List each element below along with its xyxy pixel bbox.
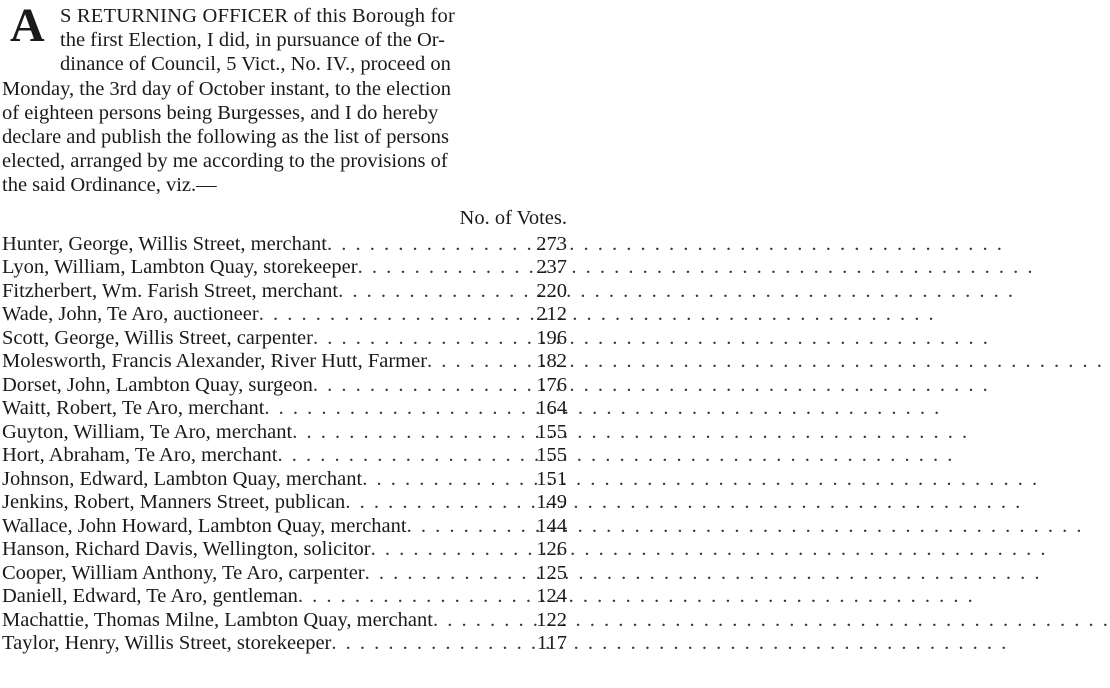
candidate-entry: Jenkins, Robert, Manners Street, publican xyxy=(2,491,346,514)
list-item xyxy=(2,397,569,421)
dot-leader xyxy=(327,233,523,257)
candidate-entry: Johnson, Edward, Lambton Quay, merchant xyxy=(2,467,363,490)
vote-count: 155 xyxy=(536,420,567,443)
dot-leader xyxy=(365,562,523,586)
candidate-entry: Molesworth, Francis Alexander, River Hutt, Farmer xyxy=(2,350,428,373)
candidate-entry: Waitt, Robert, Te Aro, merchant xyxy=(2,397,265,420)
list-item xyxy=(2,350,569,374)
vote-count: 182 xyxy=(536,350,567,373)
candidate-entry: Hanson, Richard Davis, Wellington, solicitor xyxy=(2,538,371,561)
dot-leader xyxy=(345,491,523,515)
vote-count: 155 xyxy=(536,444,567,467)
candidate-entry: Fitzherbert, Wm. Farish Street, merchant xyxy=(2,279,339,302)
vote-count: 237 xyxy=(536,256,567,279)
dot-leader xyxy=(433,609,523,633)
list-item xyxy=(2,256,569,280)
candidate-entry: Dorset, John, Lambton Quay, surgeon xyxy=(2,373,313,396)
vote-count: 125 xyxy=(536,561,567,584)
candidate-entry: Lyon, William, Lambton Quay, storekeeper xyxy=(2,256,358,279)
votes-column-header: No. of Votes. xyxy=(459,206,567,229)
dot-leader xyxy=(338,280,523,304)
vote-count: 273 xyxy=(536,232,567,255)
dot-leader xyxy=(313,374,523,398)
notice-line-8: the said Ordinance, viz.— xyxy=(2,174,217,197)
candidate-entry: Taylor, Henry, Willis Street, storekeeper xyxy=(2,632,332,655)
dot-leader xyxy=(277,444,523,468)
candidate-entry: Hunter, George, Willis Street, merchant xyxy=(2,232,327,255)
dot-leader xyxy=(371,538,523,562)
list-item xyxy=(2,609,569,633)
vote-count: 117 xyxy=(537,632,567,655)
dot-leader xyxy=(259,303,523,327)
candidate-entry: Wallace, John Howard, Lambton Quay, merchant xyxy=(2,514,407,537)
candidate-entry: Hort, Abraham, Te Aro, merchant xyxy=(2,444,278,467)
candidate-entry: Wade, John, Te Aro, auctioneer xyxy=(2,303,259,326)
list-item xyxy=(2,374,569,398)
notice-line-6: declare and publish the following as the list of persons xyxy=(2,126,449,149)
vote-count: 164 xyxy=(536,397,567,420)
dot-leader xyxy=(331,632,523,656)
list-item xyxy=(2,303,569,327)
list-item xyxy=(2,632,569,656)
notice-line-2: the first Election, I did, in pursuance of the Or- xyxy=(60,29,445,52)
dot-leader xyxy=(313,327,523,351)
vote-count: 220 xyxy=(536,279,567,302)
vote-count: 212 xyxy=(536,303,567,326)
list-item xyxy=(2,562,569,586)
drop-cap-letter: A xyxy=(10,0,45,52)
list-item xyxy=(2,585,569,609)
list-item xyxy=(2,444,569,468)
dot-leader xyxy=(264,397,523,421)
notice-line-5: of eighteen persons being Burgesses, and I do hereby xyxy=(2,101,439,124)
vote-count: 126 xyxy=(536,538,567,561)
vote-count: 149 xyxy=(536,491,567,514)
candidate-entry: Daniell, Edward, Te Aro, gentleman xyxy=(2,585,298,608)
candidate-entry: Machattie, Thomas Milne, Lambton Quay, merchant xyxy=(2,608,433,631)
dot-leader xyxy=(292,421,523,445)
dot-leader xyxy=(407,515,523,539)
list-item xyxy=(2,491,569,515)
list-item xyxy=(2,538,569,562)
notice-line-4: Monday, the 3rd day of October instant, to the election xyxy=(2,77,451,100)
notice-line-3: dinance of Council, 5 Vict., No. IV., proceed on xyxy=(60,53,451,76)
notice-line-1: S RETURNING OFFICER of this Borough for xyxy=(60,5,456,27)
dot-leader xyxy=(298,585,523,609)
dot-leader xyxy=(362,468,523,492)
dot-leader xyxy=(358,256,523,280)
list-item xyxy=(2,421,569,445)
candidate-entry: Scott, George, Willis Street, carpenter xyxy=(2,326,313,349)
list-item xyxy=(2,233,569,257)
candidate-entry: Guyton, William, Te Aro, merchant xyxy=(2,420,293,443)
list-item xyxy=(2,515,569,539)
vote-count: 151 xyxy=(536,467,567,490)
list-item xyxy=(2,468,569,492)
list-item xyxy=(2,327,569,351)
notice-intro xyxy=(2,0,569,198)
notice-line-7: elected, arranged by me according to the provisions of xyxy=(2,150,448,173)
elected-list xyxy=(2,233,569,656)
candidate-entry: Cooper, William Anthony, Te Aro, carpenter xyxy=(2,561,365,584)
vote-count: 122 xyxy=(536,608,567,631)
vote-count: 144 xyxy=(536,514,567,537)
vote-count: 176 xyxy=(536,373,567,396)
list-item xyxy=(2,280,569,304)
dot-leader xyxy=(427,350,523,374)
vote-count: 124 xyxy=(536,585,567,608)
vote-count: 196 xyxy=(536,326,567,349)
